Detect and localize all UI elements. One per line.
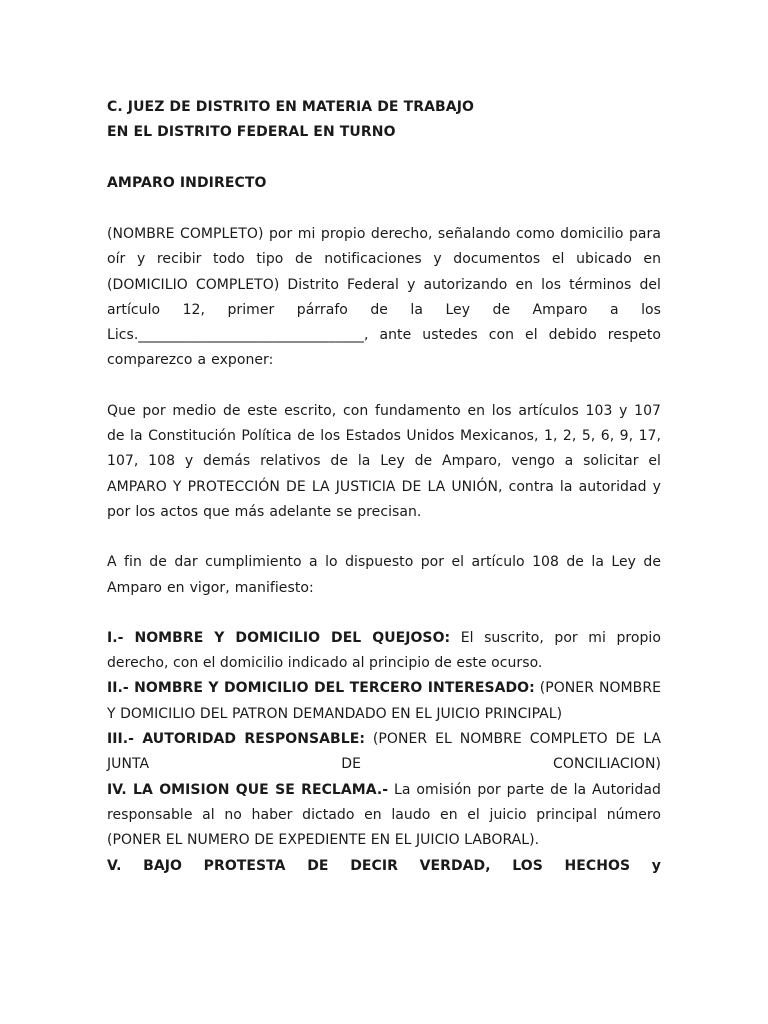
item-tercero-text: (PONER NOMBRE Y DOMICILIO DEL PATRON DEMANDADO EN EL JUICIO PRINCIPAL) — [107, 680, 661, 722]
item-quejoso-text: El suscrito, por mi propio derecho, con el domicilio indicado al principio de este ocurso. — [107, 629, 661, 672]
item-autoridad-label: III.- AUTORIDAD RESPONSABLE: — [107, 731, 365, 748]
item-omision-text: La omisión por parte de la Autoridad responsable al no haber dictado en laudo en el juicio principal número (PONER EL NUMERO DE EXPEDIENTE EN EL JUICIO LABORAL). — [107, 781, 661, 849]
amparo-type-block — [107, 171, 661, 196]
amparo-type-title: AMPARO INDIRECTO — [107, 175, 267, 191]
addressee-line-1: C. JUEZ DE DISTRITO EN MATERIA DE TRABAJO — [107, 99, 475, 115]
item-autoridad-responsable — [107, 727, 661, 778]
item-autoridad-text: (PONER EL NOMBRE COMPLETO DE LA JUNTA DE CONCILIACION) — [107, 731, 661, 773]
item-quejoso-label: I.- NOMBRE Y DOMICILIO DEL QUEJOSO: — [107, 629, 451, 646]
item-tercero-interesado — [107, 676, 661, 727]
addressee-line-2: EN EL DISTRITO FEDERAL EN TURNO — [107, 124, 396, 140]
item-protesta — [107, 854, 661, 879]
item-protesta-label: V. BAJO PROTESTA DE DECIR VERDAD, LOS HECHOS y — [107, 857, 661, 874]
addressee-block — [107, 95, 661, 145]
intro-paragraph: (NOMBRE COMPLETO) por mi propio derecho, señalando como domicilio para oír y recibir todo tipo de notificaciones y documentos el ubicado en (DOMICILIO COMPLETO) Distrito Federal y autorizando en los términos del artículo 12, primer párrafo de la Ley de Amparo a los Lics.________________________________, ante ustedes con el debido respeto comparezco a exponer: — [107, 226, 661, 369]
items-list — [107, 626, 661, 879]
item-tercero-label: II.- NOMBRE Y DOMICILIO DEL TERCERO INTERESADO: — [107, 680, 535, 697]
manifest-paragraph: A fin de dar cumplimiento a lo dispuesto por el artículo 108 de la Ley de Amparo en vigor, manifiesto: — [107, 554, 661, 596]
document-page — [107, 95, 661, 879]
legal-basis-paragraph: Que por medio de este escrito, con fundamento en los artículos 103 y 107 de la Constitución Política de los Estados Unidos Mexicanos, 1, 2, 5, 6, 9, 17, 107, 108 y demás relativos de la Ley de Amparo, vengo a solicitar el AMPARO Y PROTECCIÓN DE LA JUSTICIA DE LA UNIÓN, contra la autoridad y por los actos que más adelante se precisan. — [107, 402, 661, 520]
item-omision-label: IV. LA OMISION QUE SE RECLAMA.- — [107, 781, 389, 798]
item-omision — [107, 778, 661, 854]
item-quejoso — [107, 626, 661, 677]
